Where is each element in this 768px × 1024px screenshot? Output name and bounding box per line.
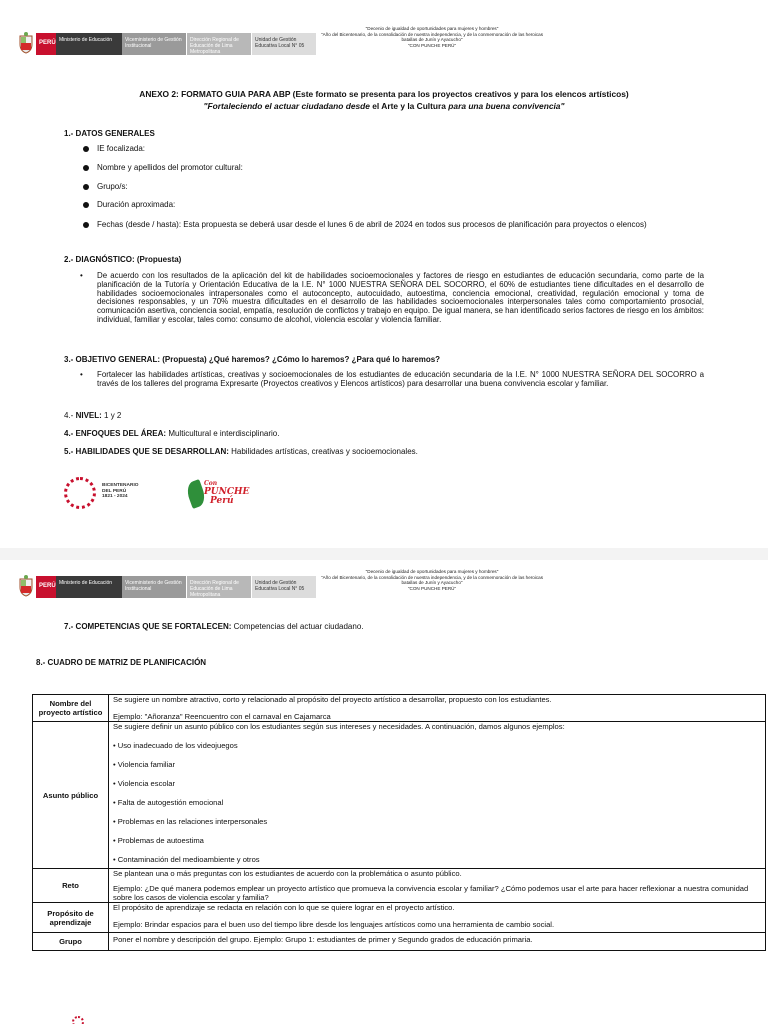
ugel-band: Unidad de Gestión Educativa Local N° 05 [252,33,316,55]
planning-matrix-table [32,694,766,951]
peru-band: PERÚ [36,33,56,55]
enfoques-line: 4.- ENFOQUES DEL ÁREA: Multicultural e interdisciplinario. [64,429,280,438]
page-separator [0,548,768,560]
row-content-proposito: El propósito de aprendizaje se redacta en relación con lo que se quiere lograr en el proyecto artístico. Ejemplo: Brindar espacios para el buen uso del tiempo libre desde los lenguajes artísticos como una herramienta de cambio social. [109,903,766,933]
slogan-bicentenario: "Año del Bicentenario, de la consolidación de nuestra independencia, y de la conmemoración de las heroicas batallas de Junín y Ayacucho" [320,574,544,586]
dre-band: Dirección Regional de Educación de Lima Metropolitana [187,33,251,55]
table-row [33,933,766,951]
dre-band: Dirección Regional de Educación de Lima Metropolitana [187,576,251,598]
slogan-punche: "CON PUNCHE PERÚ" [407,585,457,591]
ministry-band: Ministerio de Educación [56,33,122,55]
con-punche-peru-logo: Con PUNCHE Perú [188,475,252,515]
document-title: ANEXO 2: FORMATO GUIA PARA ABP (Este formato se presenta para los proyectos creativos y para los elencos artísticos) [139,89,629,99]
institutional-header [18,26,768,60]
coat-of-arms-icon [18,575,34,597]
viceministry-band: Viceministerio de Gestión Institucional [122,33,186,55]
row-label-grupo: Grupo [33,933,109,951]
row-label-nombre: Nombre del proyecto artístico [33,695,109,722]
objetivo-paragraph: • Fortalecer las habilidades artísticas, creativas y socioemocionales de los estudiantes de educación secundaria de la I.E. N° 1000 NUESTRA SEÑORA DEL SOCORRO a través de los talleres del programa Expresarte (Proyectos creativos y Elencos artísticos) para desarrollar una buena convivencia escolar y familiar. [80,370,704,388]
document-subtitle [0,101,768,111]
bullet-icon [83,165,89,171]
row-label-reto: Reto [33,869,109,903]
peru-band: PERÚ [36,576,56,598]
subtitle-part-b: el Arte y la Cultura [372,101,449,111]
row-content-nombre: Se sugiere un nombre atractivo, corto y relacionado al propósito del proyecto artístico a desarrollar, propuesto con los estudiantes. Ejemplo: "Añoranza" Reencuentro con el carnaval en Cajamarca [109,695,766,722]
document-page-1: PERÚ Ministerio de Educación Viceministerio de Gestión Institucional Dirección Regional de Educación de Lima Metropolitana Unidad de Gestión Educativa Local N° 05 "Decenio de igualdad de oportunidades para mujeres y hombres" "Año del Bicentenario, de la consolidación de nuestra independencia, y de la conmemoración de las heroicas batallas de Junín y Ayacucho" "CON PUNCHE PERÚ" ANEXO 2: FORMATO GUIA PARA ABP (Este formato se presenta para los proyectos creativos y para los elencos artísticos) "Fortaleciendo el actuar ciudadano desde el Arte y la Cultura para una buena convivencia" 1.- DATOS GENERALES IE focalizada: Nombre y apellidos del promotor cultural: Grupo/s: Duración aproximada: Fechas (desde / hasta): Esta propuesta se deberá usar desde el lunes 6 de abril de 2024 en todos sus procesos de planificación para proyectos o elencos) 2.- DIAGNÓSTICO: (Propuesta) • De acuerdo con los resultados de la aplicación del kit de habilidades socioemocionales y factores de riesgo en estudiantes de educación secundaria, como parte de la planificación de la Tutoría y Orientación Educativa de la I.E. N° 1000 NUESTRA SEÑORA DEL SOCORRO, el 60% de estudiantes tiene dificultades en el desarrollo de habilidades socioemocionales intrapersonales como el autoconcepto, autocuidado, autoestima, conciencia emocional, creatividad, regulación emocional y toma de decisiones responsables, y un 70% muestra dificultades en el desarrollo de las habilidades socioemocionales interpersonales tales como comportamiento prosocial, comunicación asertiva, conciencia social, empatía, resolución de conflictos y trabajo en equipo. De igual manera, se han identificado serios factores de riesgo en los ámbitos: individual, familiar y escolar, tales como: consumo de alcohol, violencia escolar y violencia familiar. 3.- OBJETIVO GENERAL: (Propuesta) ¿Qué haremos? ¿Cómo lo haremos? ¿Para qué lo haremos? • Fortalecer las habilidades artísticas, creativas y socioemocionales de los estudiantes de educación secundaria de la I.E. N° 1000 NUESTRA SEÑORA DEL SOCORRO a través de los talleres del programa Expresarte (Proyectos creativos y Elencos artísticos) para desarrollar una buena convivencia escolar y familiar. 4.- NIVEL: 1 y 2 4.- ENFOQUES DEL ÁREA: Multicultural e interdisciplinario. 5.- HABILIDADES QUE SE DESARROLLAN: Habilidades artísticas, creativas y socioemocionales. BICENTENARIO DEL PERÚ 1821 - 2024 Con PUNCHE Perú [0,0,768,548]
bullet-icon [83,222,89,228]
table-row [33,722,766,869]
row-content-grupo: Poner el nombre y descripción del grupo. Ejemplo: Grupo 1: estudiantes de primer y Segundo grados de educación primaria. [109,933,766,951]
habilidades-line: 5.- HABILIDADES QUE SE DESARROLLAN: Habilidades artísticas, creativas y socioemocionales. [64,447,418,456]
nivel-line: 4.- NIVEL: 1 y 2 [64,411,122,420]
bicentenario-ring-icon [72,1016,84,1024]
row-content-reto: Se plantean una o más preguntas con los estudiantes de acuerdo con la problemática o asunto público. Ejemplo: ¿De qué manera podemos emplear un proyecto artístico que promueva la convivencia escolar y familiar? ¿Cómo podemos usar el arte para hacer reflexionar a nuestra comunidad sobre los casos de violencia escolar y familia? [109,869,766,903]
bullet-mark: • [80,271,83,280]
competencias-line: 7.- COMPETENCIAS QUE SE FORTALECEN: Competencias del actuar ciudadano. [64,622,364,631]
bicentenario-logo: BICENTENARIO DEL PERÚ 1821 - 2024 [64,475,164,511]
section-objetivo-heading: 3.- OBJETIVO GENERAL: (Propuesta) ¿Qué haremos? ¿Cómo lo haremos? ¿Para qué lo haremos? [64,355,441,364]
matriz-heading: 8.- CUADRO DE MATRIZ DE PLANIFICACIÓN [36,658,207,667]
slogan-bicentenario: "Año del Bicentenario, de la consolidación de nuestra independencia, y de la conmemoración de las heroicas batallas de Junín y Ayacucho" [320,31,544,43]
bullet-icon [83,202,89,208]
row-content-asunto: Se sugiere definir un asunto público con los estudiantes según sus intereses y necesidades. A continuación, damos algunos ejemplos: • Uso inadecuado de los videojuegos • Violencia familiar • Violencia escolar • Falta de autogestión emocional • Problemas en las relaciones interpersonales • Problemas de autoestima • Contaminación del medioambiente y otros [109,722,766,869]
ugel-band: Unidad de Gestión Educativa Local N° 05 [252,576,316,598]
document-page-2 [0,560,768,1024]
subtitle-part-a: "Fortaleciendo el actuar ciudadano desde [203,101,373,111]
slogan-punche: "CON PUNCHE PERÚ" [407,42,457,48]
table-row [33,695,766,722]
row-label-proposito: Propósito de aprendizaje [33,903,109,933]
viceministry-band: Viceministerio de Gestión Institucional [122,576,186,598]
row-label-asunto: Asunto público [33,722,109,869]
subtitle-part-c: para una buena convivencia" [448,101,565,111]
slogan-decenio: "Decenio de igualdad de oportunidades para mujeres y hombres" [365,569,499,574]
bullet-mark: • [80,370,83,379]
bullet-icon [83,184,89,190]
slogan-decenio: "Decenio de igualdad de oportunidades para mujeres y hombres" [365,26,499,31]
coat-of-arms-icon [18,32,34,54]
table-row [33,869,766,903]
bicentenario-ring-icon [64,477,96,509]
ministry-band: Ministerio de Educación [56,576,122,598]
institutional-header [18,569,768,603]
section-diagnostico-heading: 2.- DIAGNÓSTICO: (Propuesta) [64,255,182,264]
bullet-icon [83,146,89,152]
diagnostico-paragraph: • De acuerdo con los resultados de la aplicación del kit de habilidades socioemocionales y factores de riesgo en estudiantes de educación secundaria, como parte de la planificación de la Tutoría y Orientación Educativa de la I.E. N° 1000 NUESTRA SEÑORA DEL SOCORRO, el 60% de estudiantes tiene dificultades en el desarrollo de habilidades socioemocionales intrapersonales como el autoconcepto, autocuidado, autoestima, conciencia emocional, creatividad, regulación emocional y toma de decisiones responsables, y un 70% muestra dificultades en el desarrollo de las habilidades socioemocionales interpersonales tales como comportamiento prosocial, comunicación asertiva, conciencia social, empatía, resolución de conflictos y trabajo en equipo. De igual manera, se han identificado serios factores de riesgo en los ámbitos: individual, familiar y escolar, tales como: consumo de alcohol, violencia escolar y violencia familiar. [80,271,704,324]
header-slogans [314,569,550,591]
header-slogans [314,26,550,48]
section-datos-generales-heading: 1.- DATOS GENERALES [64,129,155,138]
table-row [33,903,766,933]
